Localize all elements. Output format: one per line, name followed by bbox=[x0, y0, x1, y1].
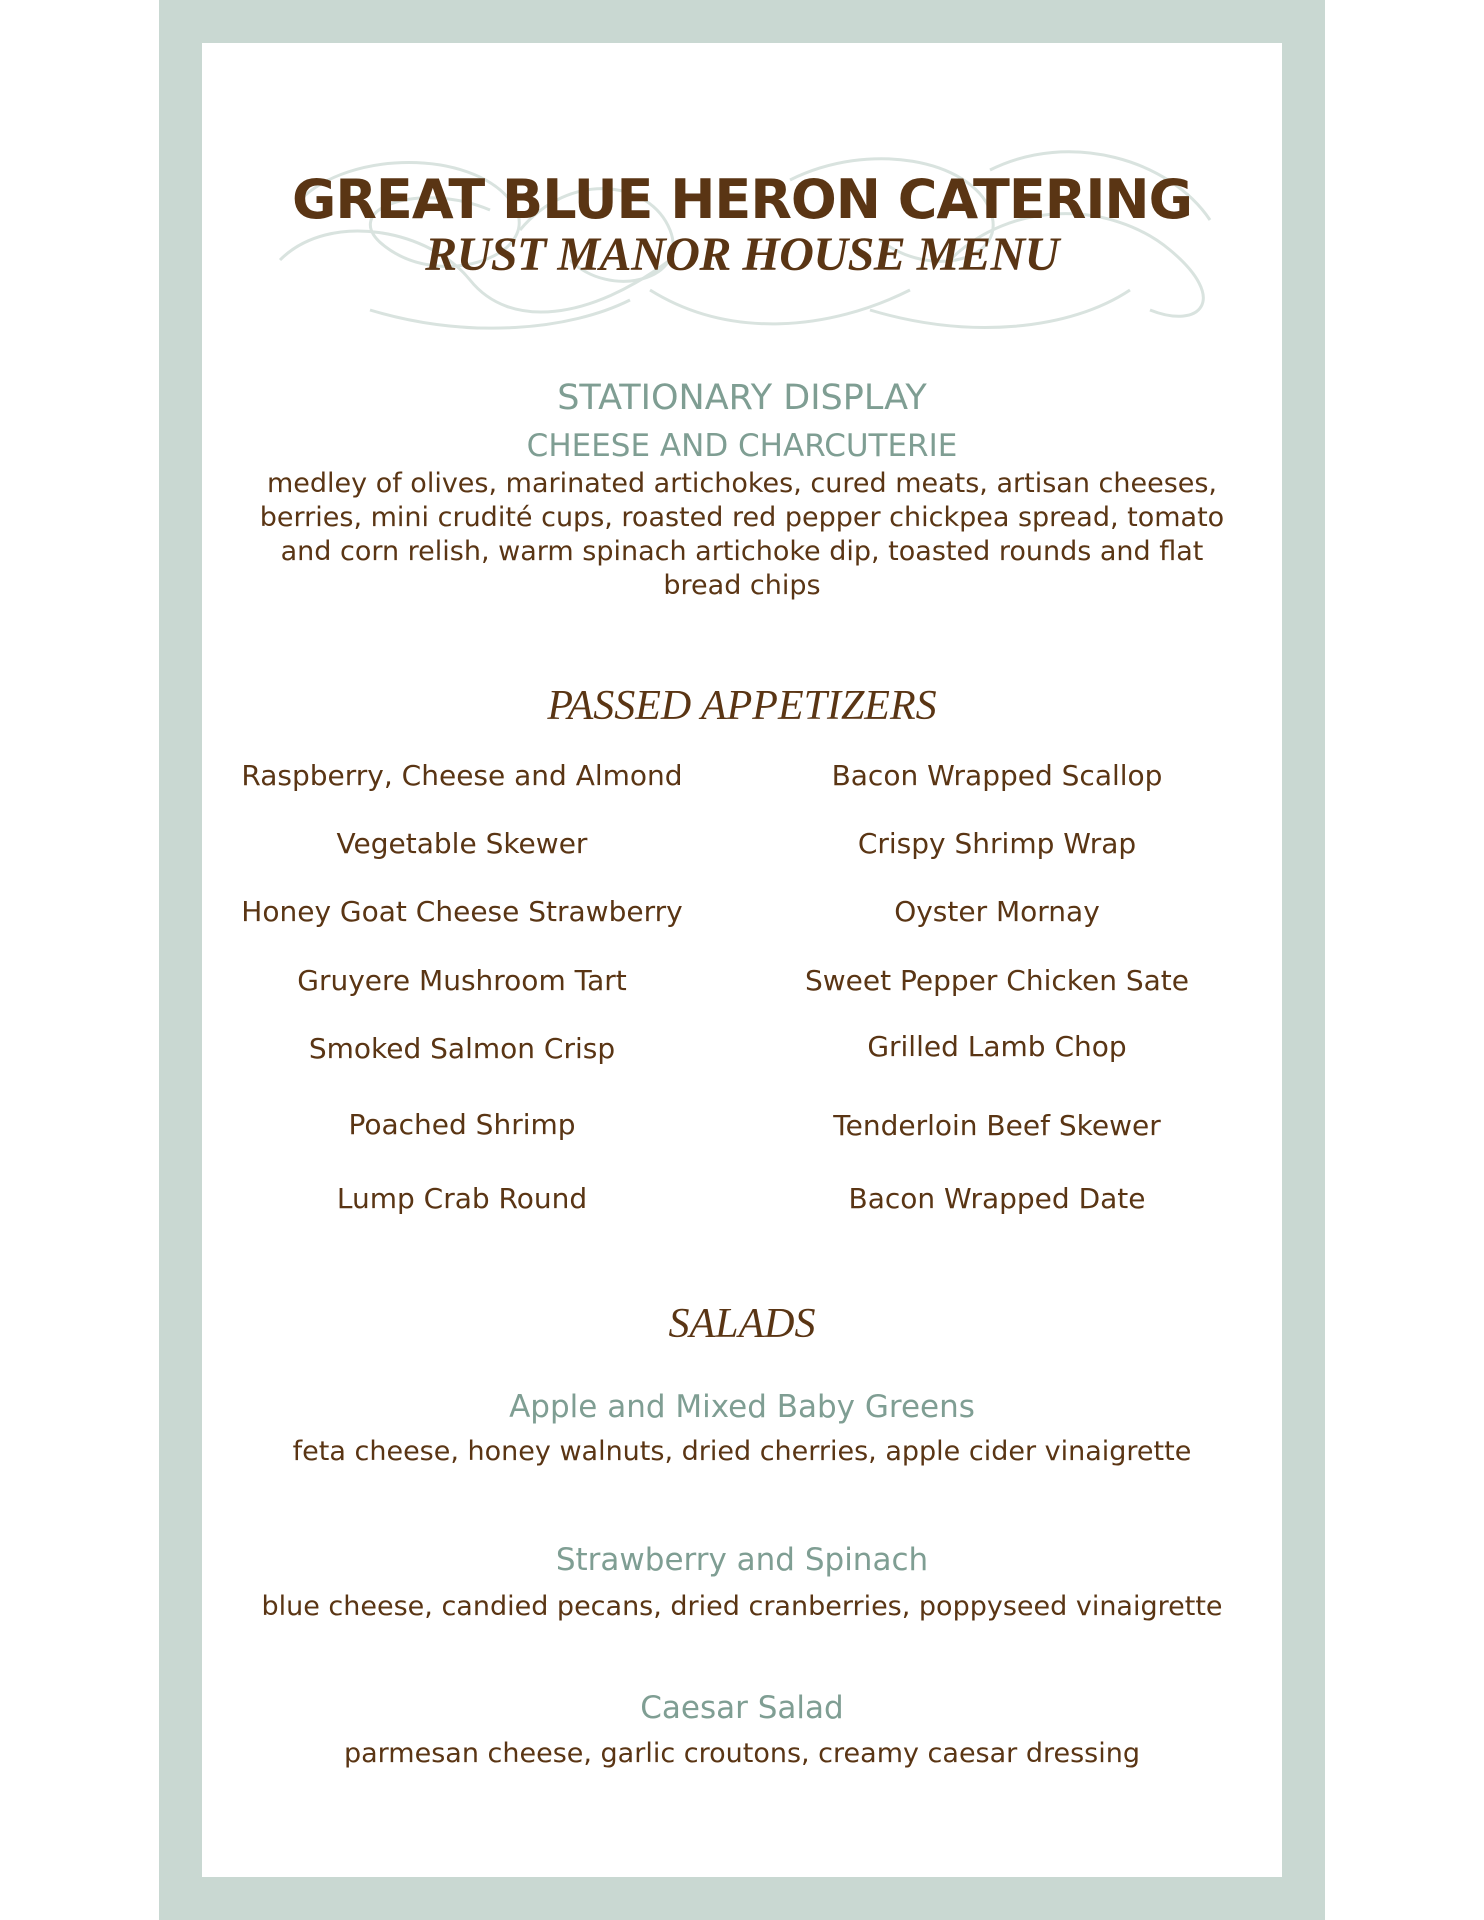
salad-name: Apple and Mixed Baby Greens bbox=[509, 1389, 975, 1425]
appetizer-item: Lump Crab Round bbox=[336, 1182, 588, 1215]
salad-name: Caesar Salad bbox=[640, 1690, 844, 1726]
appetizer-item: Bacon Wrapped Scallop bbox=[831, 759, 1163, 792]
page-subtitle: RUST MANOR HOUSE MENU bbox=[425, 228, 1059, 281]
appetizer-item: Oyster Mornay bbox=[894, 895, 1100, 928]
appetizer-item: Vegetable Skewer bbox=[336, 827, 588, 860]
salads-heading: SALADS bbox=[668, 1301, 816, 1347]
appetizer-item: Gruyere Mushroom Tart bbox=[297, 964, 627, 997]
appetizer-item: Grilled Lamb Chop bbox=[867, 1030, 1127, 1063]
page-title: GREAT BLUE HERON CATERING bbox=[292, 168, 1192, 231]
stationary-line-4: bread chips bbox=[663, 570, 821, 601]
appetizers-columns bbox=[202, 758, 1282, 1258]
appetizers-heading: PASSED APPETIZERS bbox=[547, 683, 937, 729]
appetizer-item: Raspberry, Cheese and Almond bbox=[241, 759, 683, 792]
salad-name: Strawberry and Spinach bbox=[555, 1542, 929, 1578]
stationary-line-3: and corn relish, warm spinach artichoke dip, toasted rounds and flat bbox=[280, 536, 1204, 567]
appetizer-item: Crispy Shrimp Wrap bbox=[857, 827, 1137, 860]
appetizer-item: Bacon Wrapped Date bbox=[848, 1182, 1146, 1215]
salad-description: feta cheese, honey walnuts, dried cherries, apple cider vinaigrette bbox=[292, 1436, 1192, 1467]
appetizer-item: Poached Shrimp bbox=[348, 1108, 576, 1141]
stationary-subheading: CHEESE AND CHARCUTERIE bbox=[526, 428, 958, 464]
stationary-line-1: medley of olives, marinated artichokes, cured meats, artisan cheeses, bbox=[266, 468, 1218, 499]
salad-description: parmesan cheese, garlic croutons, creamy caesar dressing bbox=[343, 1738, 1140, 1769]
appetizer-item: Honey Goat Cheese Strawberry bbox=[241, 895, 683, 928]
appetizer-item: Tenderloin Beef Skewer bbox=[833, 1109, 1161, 1142]
salad-description: blue cheese, candied pecans, dried cranberries, poppyseed vinaigrette bbox=[261, 1591, 1223, 1622]
appetizer-item: Sweet Pepper Chicken Sate bbox=[804, 964, 1189, 997]
stationary-heading: STATIONARY DISPLAY bbox=[557, 378, 927, 418]
stationary-line-2: berries, mini crudité cups, roasted red pepper chickpea spread, tomato bbox=[259, 502, 1225, 533]
appetizer-item: Smoked Salmon Crisp bbox=[308, 1032, 616, 1065]
